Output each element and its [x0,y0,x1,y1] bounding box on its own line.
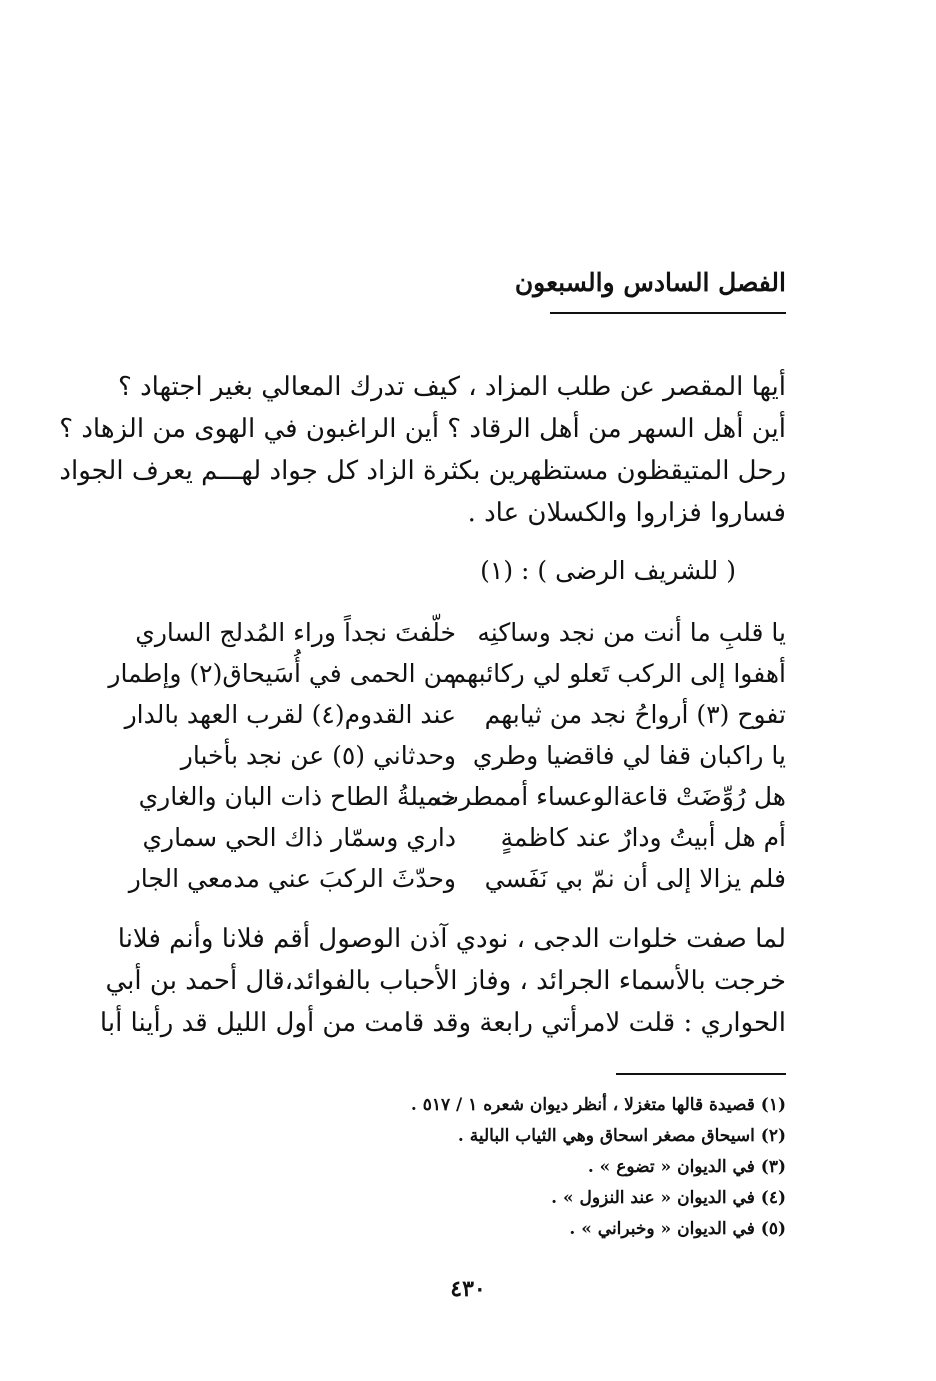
verse-second-hemistich: عند القدوم(٤) لقرب العهد بالدار [124,700,456,729]
verse-row [128,858,786,899]
verse-first-hemistich: فلم يزالا إلى أن نمّ بي نَفَسي [484,864,786,893]
footnotes [146,1090,786,1245]
verse-second-hemistich: وحدّثَ الركبَ عني مدمعي الجار [128,864,456,893]
verse-first-hemistich: هل رُوِّضَتْ قاعةالوعساء أممطرت [435,782,786,811]
footnote: (٣) في الديوان « تضوع » . [587,1157,786,1177]
verse-row [138,776,786,817]
footnote: (٤) في الديوان « عند النزول » . [551,1188,786,1208]
verse-row [142,817,786,858]
closing-paragraph [99,918,786,1044]
verse-row [108,653,786,694]
closing-line: لما صفت خلوات الدجى ، نودي آذن الوصول أقم فلانا وأنم فلانا [117,924,786,954]
intro-line: رحل المتيقظون مستظهرين بكثرة الزاد كل جواد لهـــم يعرف الجواد [59,456,786,486]
verse-second-hemistich: من الحمى في أُسَيحاق(٢) وإطمار [108,659,456,688]
verse-first-hemistich: يا راكبان قفا لي فاقضيا وطري [472,741,786,770]
footnote-separator [616,1073,786,1075]
poem [108,612,786,899]
poem-attribution: ( للشريف الرضى ) : (١) [480,556,736,585]
footnote: (٢) اسيحاق مصغر اسحاق وهي الثياب البالية . [457,1126,786,1146]
verse-second-hemistich: وحدثاني (٥) عن نجد بأخبار [180,741,456,770]
closing-line: الحواري : قلت لامرأتي رابعة وقد قامت من أول الليل قد رأينا أبا [99,1008,786,1038]
verse-row [146,735,786,776]
verse-row [135,612,786,653]
verse-row [124,694,786,735]
verse-second-hemistich: خميلةُ الطاح ذات البان والغاري [138,782,456,811]
page-number: ٤٣٠ [450,1276,486,1302]
closing-line: خرجت بالأسماء الجرائد ، وفاز الأحباب بالفوائد،قال أحمد بن أبي [105,966,786,996]
verse-second-hemistich: خلّفتَ نجداً وراء المُدلج الساري [135,618,456,647]
verse-first-hemistich: أهفوا إلى الركب تَعلو لي ركائبهم [450,659,786,688]
intro-line: أين أهل السهر من أهل الرقاد ؟ أين الراغبون في الهوى من الزهاد ؟ [59,414,786,444]
verse-first-hemistich: أم هل أبيتُ ودارٌ عند كاظمةٍ [500,823,786,852]
title-underline [550,312,786,314]
footnote: (١) قصيدة قالها متغزلا ، أنظر ديوان شعره ١ / ٥١٧ . [410,1095,786,1115]
chapter-title: الفصل السادس والسبعون [514,268,786,297]
intro-paragraph [59,366,786,534]
footnote: (٥) في الديوان « وخبراني » . [569,1219,786,1239]
intro-line: أيها المقصر عن طلب المزاد ، كيف تدرك المعالي بغير اجتهاد ؟ [118,372,786,402]
verse-second-hemistich: داري وسمّار ذاك الحي سماري [142,823,456,852]
intro-line: فساروا فزاروا والكسلان عاد . [467,498,786,528]
verse-first-hemistich: تفوح (٣) أرواحُ نجد من ثيابهم [484,700,786,729]
verse-first-hemistich: يا قلبِ ما أنت من نجد وساكنِه [477,618,786,647]
